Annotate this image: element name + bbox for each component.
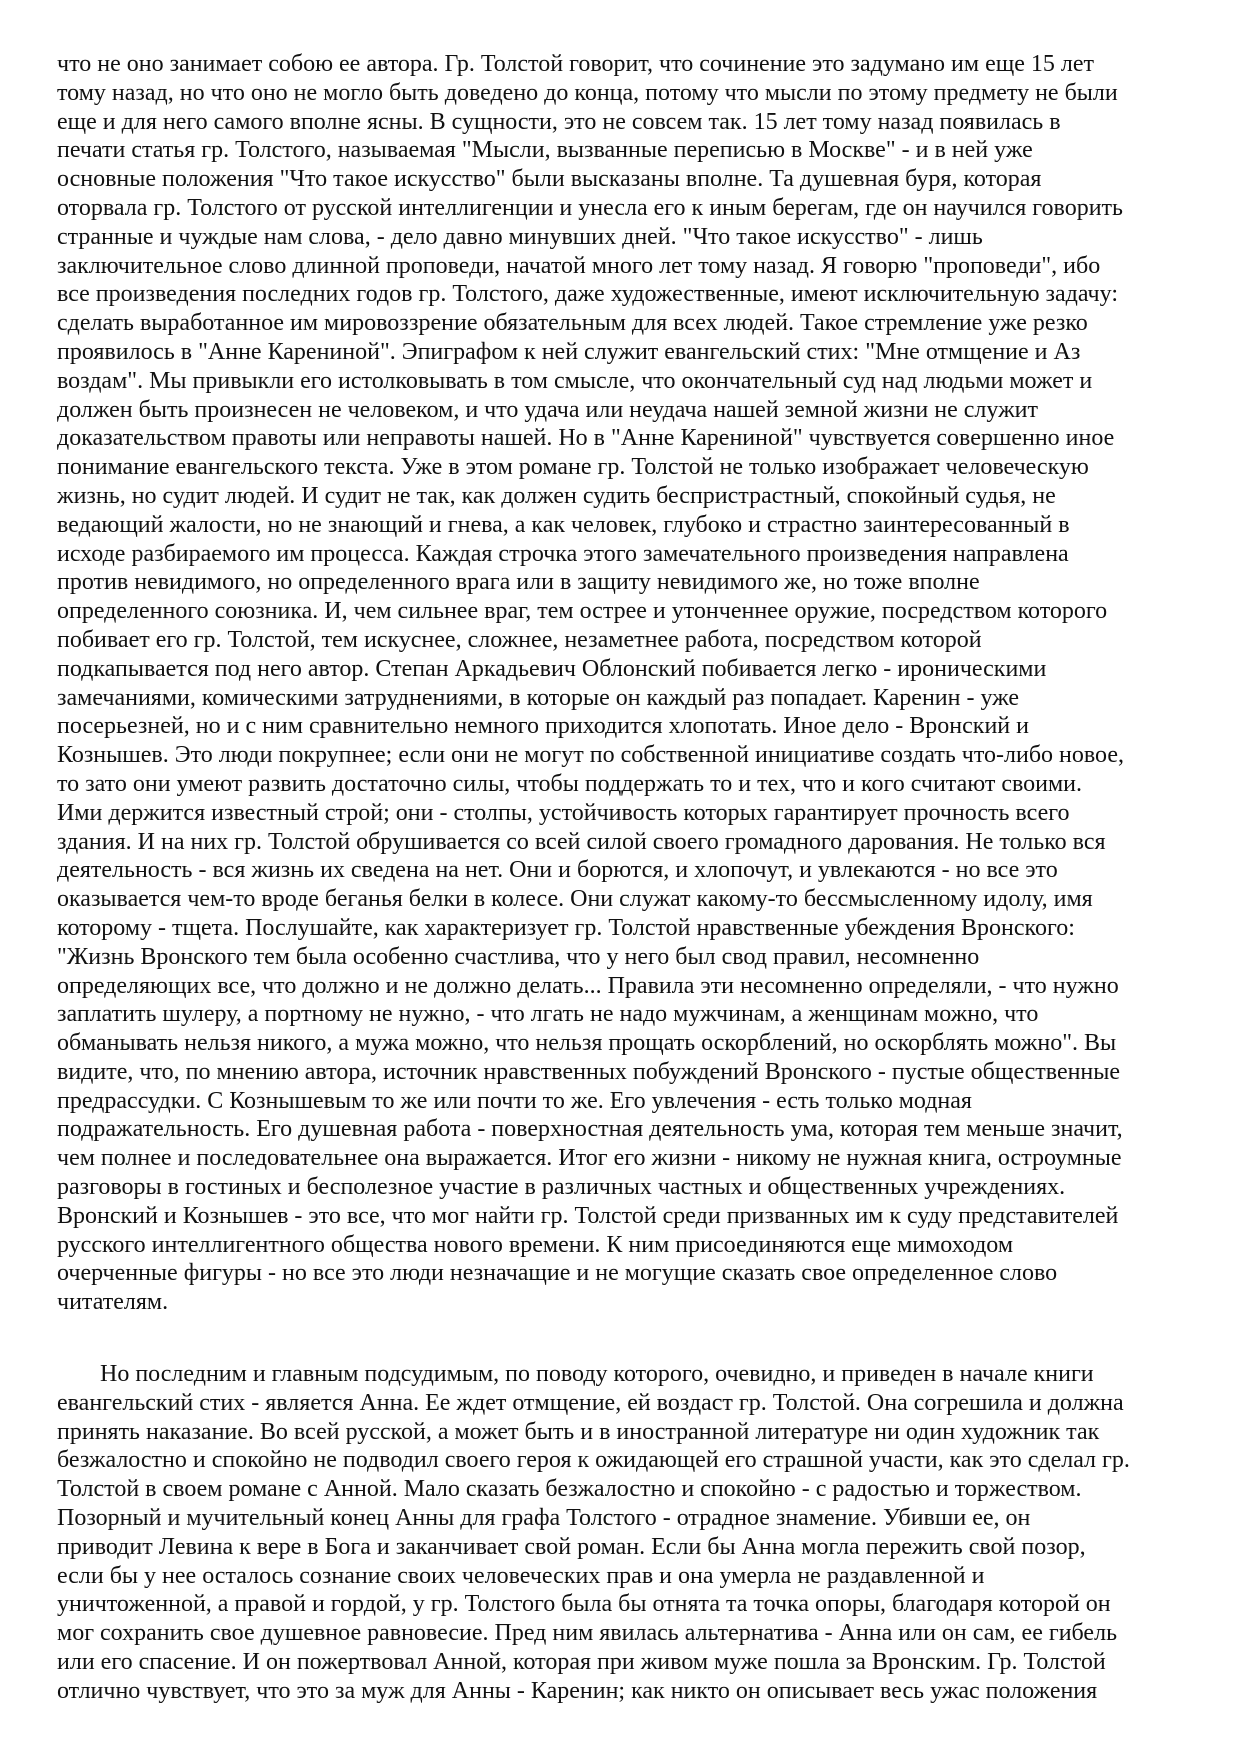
text-line: определенного союзника. И, чем сильнее враг, тем острее и утонченнее оружие, посредством которого (57, 598, 1108, 625)
text-line: безжалостно и спокойно не подводил своего героя к ожидающей его страшной участи, как это сделал гр. (57, 1447, 1130, 1474)
paragraph-2 (57, 1360, 1207, 1706)
text-line: оторвала гр. Толстого от русской интеллигенции и унесла его к иным берегам, где он научился говорить (57, 194, 1123, 221)
paragraph-gap (57, 1317, 1207, 1360)
text-line: заключительное слово длинной проповеди, начатой много лет тому назад. Я говорю "проповеди", ибо (57, 252, 1101, 279)
text-line: принять наказание. Во всей русской, а может быть и в иностранной литературе ни один художник так (57, 1418, 1100, 1445)
text-line: заплатить шулеру, а портному не нужно, - что лгать не надо мужчинам, а женщинам можно, что (57, 1001, 1039, 1028)
text-line: основные положения "Что такое искусство" были высказаны вполне. Та душевная буря, которая (57, 166, 1042, 193)
text-line: "Жизнь Вронского тем была особенно счастлива, что у него был свод правил, несомненно (57, 943, 980, 970)
text-line: Ими держится известный строй; они - столпы, устойчивость которых гарантирует прочность всего (57, 799, 1070, 826)
text-line: Но последним и главным подсудимым, по поводу которого, очевидно, и приведен в начале книги (100, 1361, 1094, 1388)
text-line: деятельность - вся жизнь их сведена на нет. Они и борются, и хлопочут, и увлекаются - но все это (57, 857, 1058, 884)
text-line: Кознышев. Это люди покрупнее; если они не могут по собственной инициативе создать что-либо новое, (57, 742, 1125, 769)
text-line: понимание евангельского текста. Уже в этом романе гр. Толстой не только изображает человеческую (57, 454, 1089, 481)
text-line: здания. И на них гр. Толстой обрушивается со всей силой своего громадного дарования. Не только вся (57, 828, 1106, 855)
text-line: замечаниями, комическими затруднениями, в которые он каждый раз попадает. Каренин - уже (57, 684, 1020, 711)
text-line: которому - тщета. Послушайте, как характеризует гр. Толстой нравственные убеждения Вронского: (57, 914, 1075, 941)
document-page (57, 50, 1207, 1706)
text-line: что не оно занимает собою ее автора. Гр. Толстой говорит, что сочинение это задумано им еще 15 лет (57, 51, 1094, 77)
text-line: должен быть произнесен не человеком, и что удача или неудача нашей земной жизни не служит (57, 396, 1038, 423)
text-line: все произведения последних годов гр. Толстого, даже художественные, имеют исключительную задачу: (57, 281, 1118, 308)
text-line: предрассудки. С Кознышевым то же или почти то же. Его увлечения - есть только модная (57, 1087, 972, 1114)
text-line: русского интеллигентного общества нового времени. К ним присоединяются еще мимоходом (57, 1231, 1014, 1258)
text-line: оказывается чем-то вроде беганья белки в колесе. Они служат какому-то бессмысленному идолу, имя (57, 886, 1093, 913)
text-line: воздам". Мы привыкли его истолковывать в том смысле, что окончательный суд над людьми может и (57, 367, 1093, 394)
text-line: против невидимого, но определенного врага или в защиту невидимого же, но тоже вполне (57, 569, 980, 596)
text-line: подкапывается под него автор. Степан Аркадьевич Облонский побивается легко - ироническими (57, 655, 1047, 682)
text-line: видите, что, по мнению автора, источник нравственных побуждений Вронского - пустые общественные (57, 1058, 1121, 1085)
text-line: уничтоженной, а правой и гордой, у гр. Толстого была бы отнята та точка опоры, благодаря которой он (57, 1591, 1111, 1618)
text-line: то зато они умеют развить достаточно силы, чтобы поддержать то и тех, что и кого считают своими. (57, 770, 1083, 797)
text-line: разговоры в гостиных и бесполезное участие в различных частных и общественных учреждениях. (57, 1174, 1066, 1201)
text-line: побивает его гр. Толстой, тем искуснее, сложнее, незаметнее работа, посредством которой (57, 626, 982, 653)
text-line: странные и чуждые нам слова, - дело давно минувших дней. "Что такое искусство" - лишь (57, 223, 983, 250)
text-line: тому назад, но что оно не могло быть доведено до конца, потому что мысли по этому предмету не были (57, 79, 1118, 106)
text-line: печати статья гр. Толстого, называемая "Мысли, вызванные переписью в Москве" - и в ней уже (57, 137, 1033, 164)
text-line: приводит Левина к вере в Бога и заканчивает свой роман. Если бы Анна могла пережить свой позор, (57, 1533, 1086, 1560)
text-line: сделать выработанное им мировоззрение обязательным для всех людей. Такое стремление уже резко (57, 310, 1088, 337)
text-line: чем полнее и последовательнее она выражается. Итог его жизни - никому не нужная книга, остроумные (57, 1145, 1122, 1172)
text-line: проявилось в "Анне Карениной". Эпиграфом к ней служит евангельский стих: "Мне отмщение и Аз (57, 338, 1081, 365)
text-line: определяющих все, что должно и не должно делать... Правила эти несомненно определяли, - что нужно (57, 972, 1119, 999)
text-line: подражательность. Его душевная работа - поверхностная деятельность ума, которая тем меньше значит, (57, 1116, 1123, 1143)
text-line: отлично чувствует, что это за муж для Анны - Каренин; как никто он описывает весь ужас положения (57, 1677, 1098, 1704)
text-line: доказательством правоты или неправоты нашей. Но в "Анне Карениной" чувствуется совершенно иное (57, 425, 1115, 452)
text-line: обманывать нельзя никого, а мужа можно, что нельзя прощать оскорблений, но оскорблять можно". Вы (57, 1030, 1117, 1057)
text-line: жизнь, но судит людей. И судит не так, как должен судить беспристрастный, спокойный судья, не (57, 482, 1056, 509)
text-line: если бы у нее осталось сознание своих человеческих прав и она умерла не раздавленной и (57, 1562, 985, 1589)
paragraph-1 (57, 50, 1207, 1317)
text-line: Толстой в своем романе с Анной. Мало сказать безжалостно и спокойно - с радостью и торжеством. (57, 1476, 1082, 1503)
text-line: читателям. (57, 1289, 169, 1316)
text-line: мог сохранить свое душевное равновесие. Пред ним явилась альтернатива - Анна или он сам, ее гибель (57, 1620, 1118, 1647)
text-line: Вронский и Кознышев - это все, что мог найти гр. Толстой среди призванных им к суду представителей (57, 1202, 1119, 1229)
text-line: или его спасение. И он пожертвовал Анной, которая при живом муже пошла за Вронским. Гр. Толстой (57, 1649, 1106, 1676)
text-line: очерченные фигуры - но все это люди незначащие и не могущие сказать свое определенное слово (57, 1260, 1058, 1287)
text-line: исходе разбираемого им процесса. Каждая строчка этого замечательного произведения направлена (57, 540, 1069, 567)
text-line: посерьезней, но и с ним сравнительно немного приходится хлопотать. Иное дело - Вронский и (57, 713, 1029, 740)
text-line: евангельский стих - является Анна. Ее ждет отмщение, ей воздаст гр. Толстой. Она согрешила и должна (57, 1389, 1124, 1416)
text-line: еще и для него самого вполне ясны. В сущности, это не совсем так. 15 лет тому назад появилась в (57, 108, 1061, 135)
text-line: Позорный и мучительный конец Анны для графа Толстого - отрадное знамение. Убивши ее, он (57, 1505, 1031, 1532)
text-line: ведающий жалости, но не знающий и гнева, а как человек, глубоко и страстно заинтересованный в (57, 511, 1070, 538)
